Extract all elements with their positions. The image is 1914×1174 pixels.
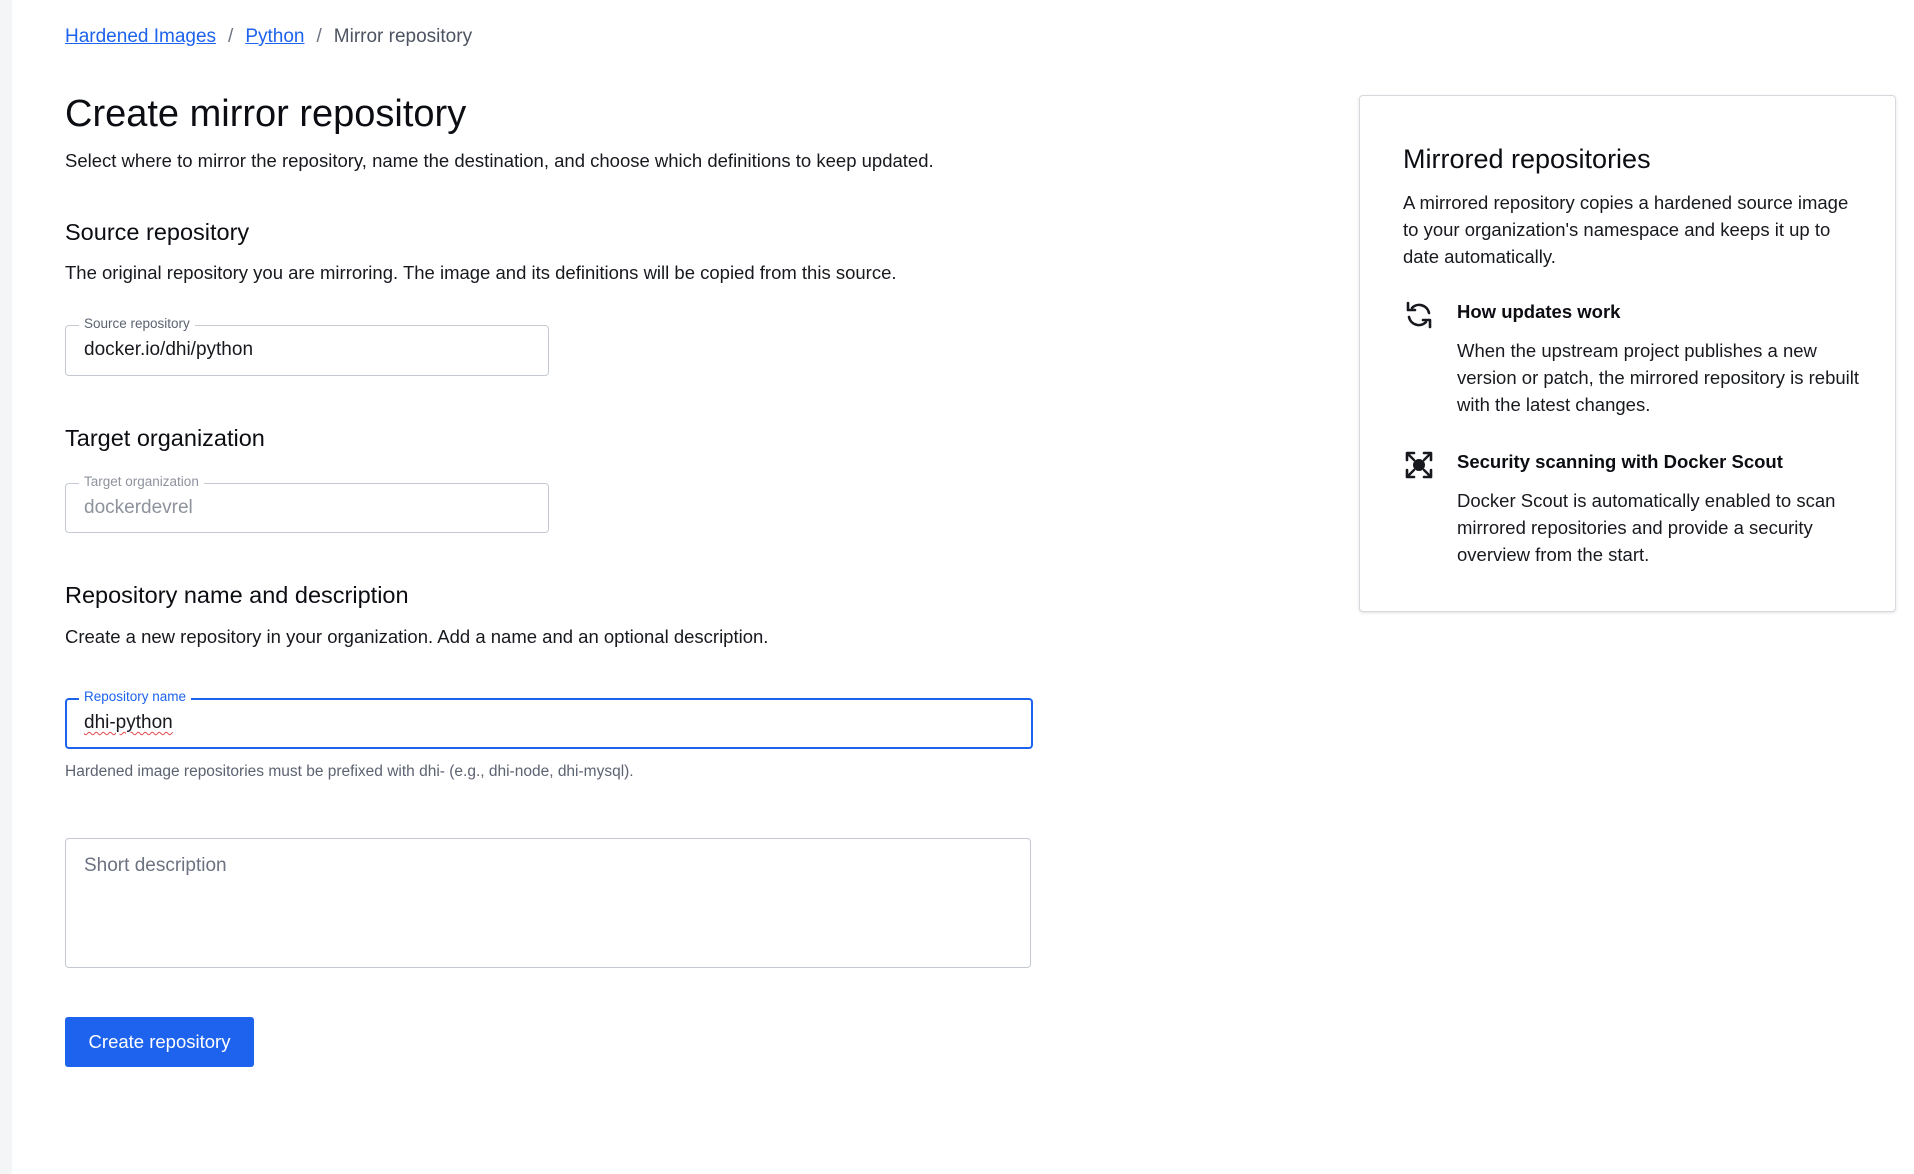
create-repository-button[interactable]: Create repository <box>65 1017 254 1067</box>
info-item-updates-title: How updates work <box>1457 301 1621 322</box>
source-repository-label: Source repository <box>79 316 195 331</box>
target-section-title: Target organization <box>65 425 265 451</box>
target-organization-label: Target organization <box>79 474 204 489</box>
source-section-title: Source repository <box>65 219 250 245</box>
info-item-updates-description: When the upstream project publishes a new version or patch, the mirrored repository is rebuilt with the latest changes. <box>1457 340 1860 415</box>
target-organization-field <box>65 474 549 533</box>
breadcrumb-separator: / <box>316 26 322 47</box>
source-repository-field[interactable] <box>65 316 549 376</box>
page-title: Create mirror repository <box>65 93 467 135</box>
repository-name-label: Repository name <box>79 689 191 704</box>
target-organization-value: dockerdevrel <box>84 497 193 518</box>
source-repository-value: docker.io/dhi/python <box>84 339 254 360</box>
info-item-security-description: Docker Scout is automatically enabled to scan mirrored repositories and provide a security overview from the start. <box>1457 490 1836 565</box>
mirrored-repositories-info-card <box>1359 95 1896 612</box>
repository-name-value: dhi-python <box>84 712 173 733</box>
short-description-textarea[interactable] <box>65 838 1031 968</box>
info-card-title: Mirrored repositories <box>1403 144 1651 174</box>
repo-section-title: Repository name and description <box>65 582 409 608</box>
sync-icon <box>1403 299 1435 331</box>
info-item-security-title: Security scanning with Docker Scout <box>1457 451 1783 472</box>
short-description-placeholder: Short description <box>84 855 227 876</box>
breadcrumb-current: Mirror repository <box>333 26 473 47</box>
info-card-description: A mirrored repository copies a hardened source image to your organization's namespace and keeps it up to date automatically. <box>1403 192 1849 267</box>
source-section-description: The original repository you are mirroring. The image and its definitions will be copied from this source. <box>65 262 897 283</box>
page-subtitle: Select where to mirror the repository, name the destination, and choose which definitions to keep updated. <box>65 150 934 171</box>
breadcrumb-link-hardened-images[interactable]: Hardened Images <box>65 26 217 47</box>
repository-name-input[interactable] <box>65 689 1033 749</box>
breadcrumb-link-python[interactable]: Python <box>245 26 305 47</box>
info-item-security-scanning <box>1403 449 1873 579</box>
breadcrumb-separator: / <box>228 26 234 47</box>
breadcrumb <box>65 26 472 48</box>
info-item-updates <box>1403 299 1873 429</box>
repository-name-helper-text: Hardened image repositories must be prefixed with dhi- (e.g., dhi-node, dhi-mysql). <box>65 763 634 780</box>
left-edge-strip <box>0 0 12 1174</box>
repo-section-description: Create a new repository in your organization. Add a name and an optional description. <box>65 626 769 647</box>
scout-icon <box>1403 449 1435 481</box>
